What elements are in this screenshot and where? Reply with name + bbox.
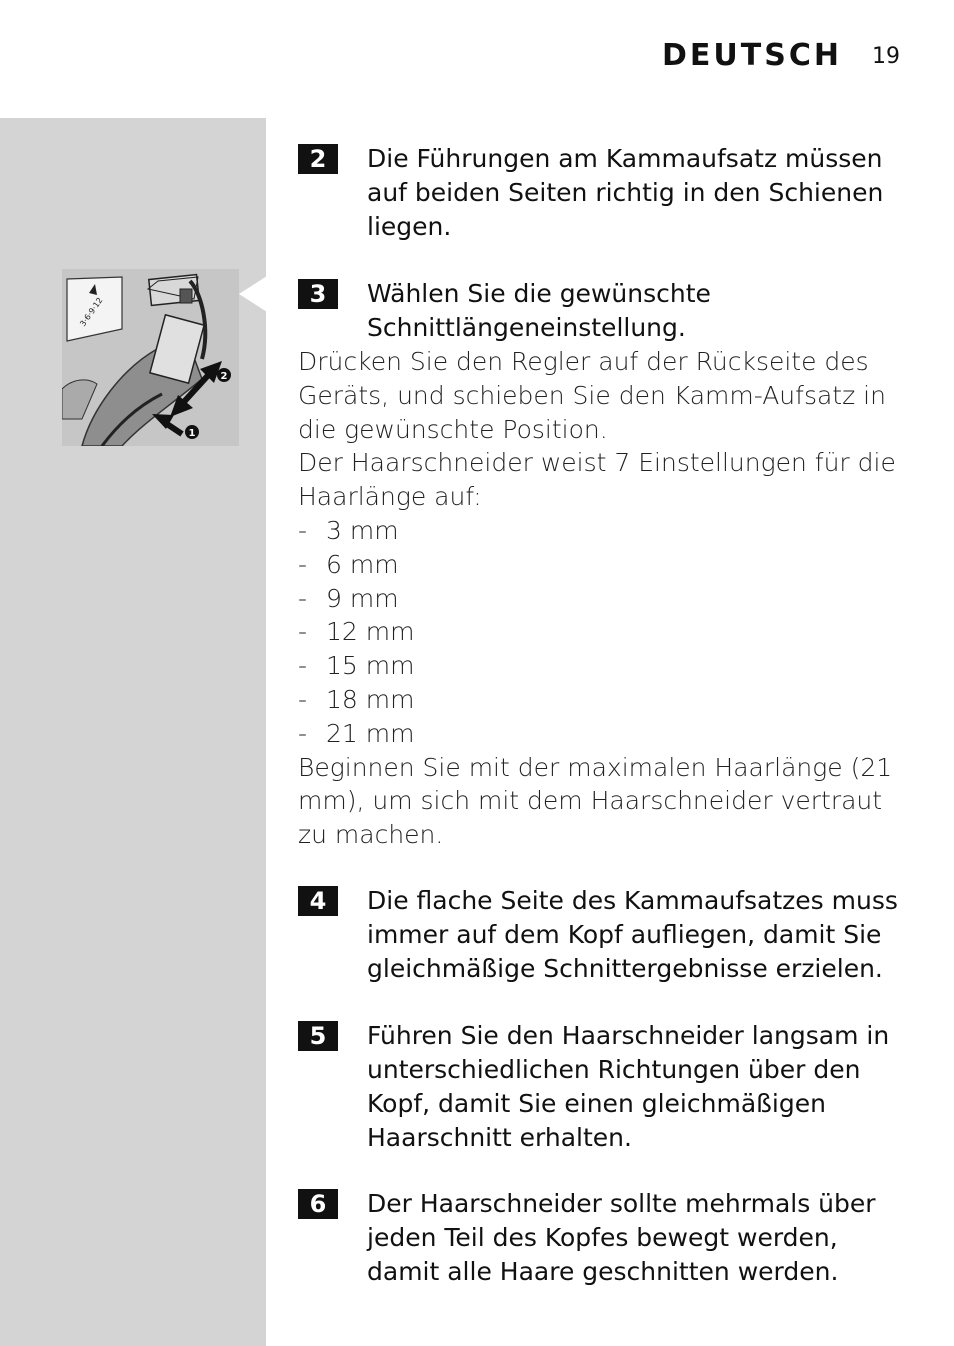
illustration-pointer [239,276,267,312]
step-6 [298,1187,898,1289]
step-5 [298,1019,898,1155]
scale-label: 3·6·9·12 [78,295,105,329]
marker-1 [185,425,199,439]
step-text: Die Führungen am Kammaufsatz müssen auf beiden Seiten richtig in den Schienen liegen. [367,144,884,241]
step-text: Führen Sie den Haarschneider langsam in unterschiedlichen Richtungen über den Kopf, damit Sie einen gleichmäßigen Haarschnitt erhalten. [367,1021,890,1152]
trimmer-illustration [62,269,239,446]
step-2 [298,142,898,244]
svg-text:1: 1 [188,428,196,439]
step-text: Der Haarschneider sollte mehrmals über jeden Teil des Kopfes bewegt werden, damit alle Haare geschnitten werden. [367,1189,876,1286]
step-number-badge: 3 [298,279,338,309]
section-title: DEUTSCH [662,38,842,73]
list-item: - 3 mm [298,515,399,545]
list-item: - 6 mm [298,549,399,579]
step-number-badge: 2 [298,144,338,174]
marker-2 [217,368,231,382]
step-text: Wählen Sie die gewünschte Schnittlängeneinstellung. [367,279,711,342]
step-number-badge: 6 [298,1189,338,1219]
list-item: - 21 mm [298,718,415,748]
step-number-badge: 5 [298,1021,338,1051]
instruction-paragraph: Drücken Sie den Regler auf der Rückseite des Geräts, und schieben Sie den Kamm-Aufsatz in die gewünschte Position. [298,347,886,444]
list-item: - 15 mm [298,651,415,681]
step-text: Die flache Seite des Kammaufsatzes muss immer auf dem Kopf aufliegen, damit Sie gleichmäßige Schnittergebnisse erzielen. [367,886,898,983]
svg-text:2: 2 [220,371,228,382]
list-item: - 18 mm [298,684,415,714]
step-3-details [298,345,898,852]
settings-list [298,514,898,751]
step-4 [298,884,898,986]
page-number: 19 [872,44,900,69]
tip-paragraph: Beginnen Sie mit der maximalen Haarlänge (21 mm), um sich mit dem Haarschneider vertraut zu machen. [298,752,893,850]
scale-inset [67,277,122,341]
step-3 [298,277,898,345]
settings-intro: Der Haarschneider weist 7 Einstellungen für die Haarlänge auf: [298,448,896,512]
list-item: - 12 mm [298,617,415,647]
list-item: - 9 mm [298,583,399,613]
step-number-badge: 4 [298,886,338,916]
